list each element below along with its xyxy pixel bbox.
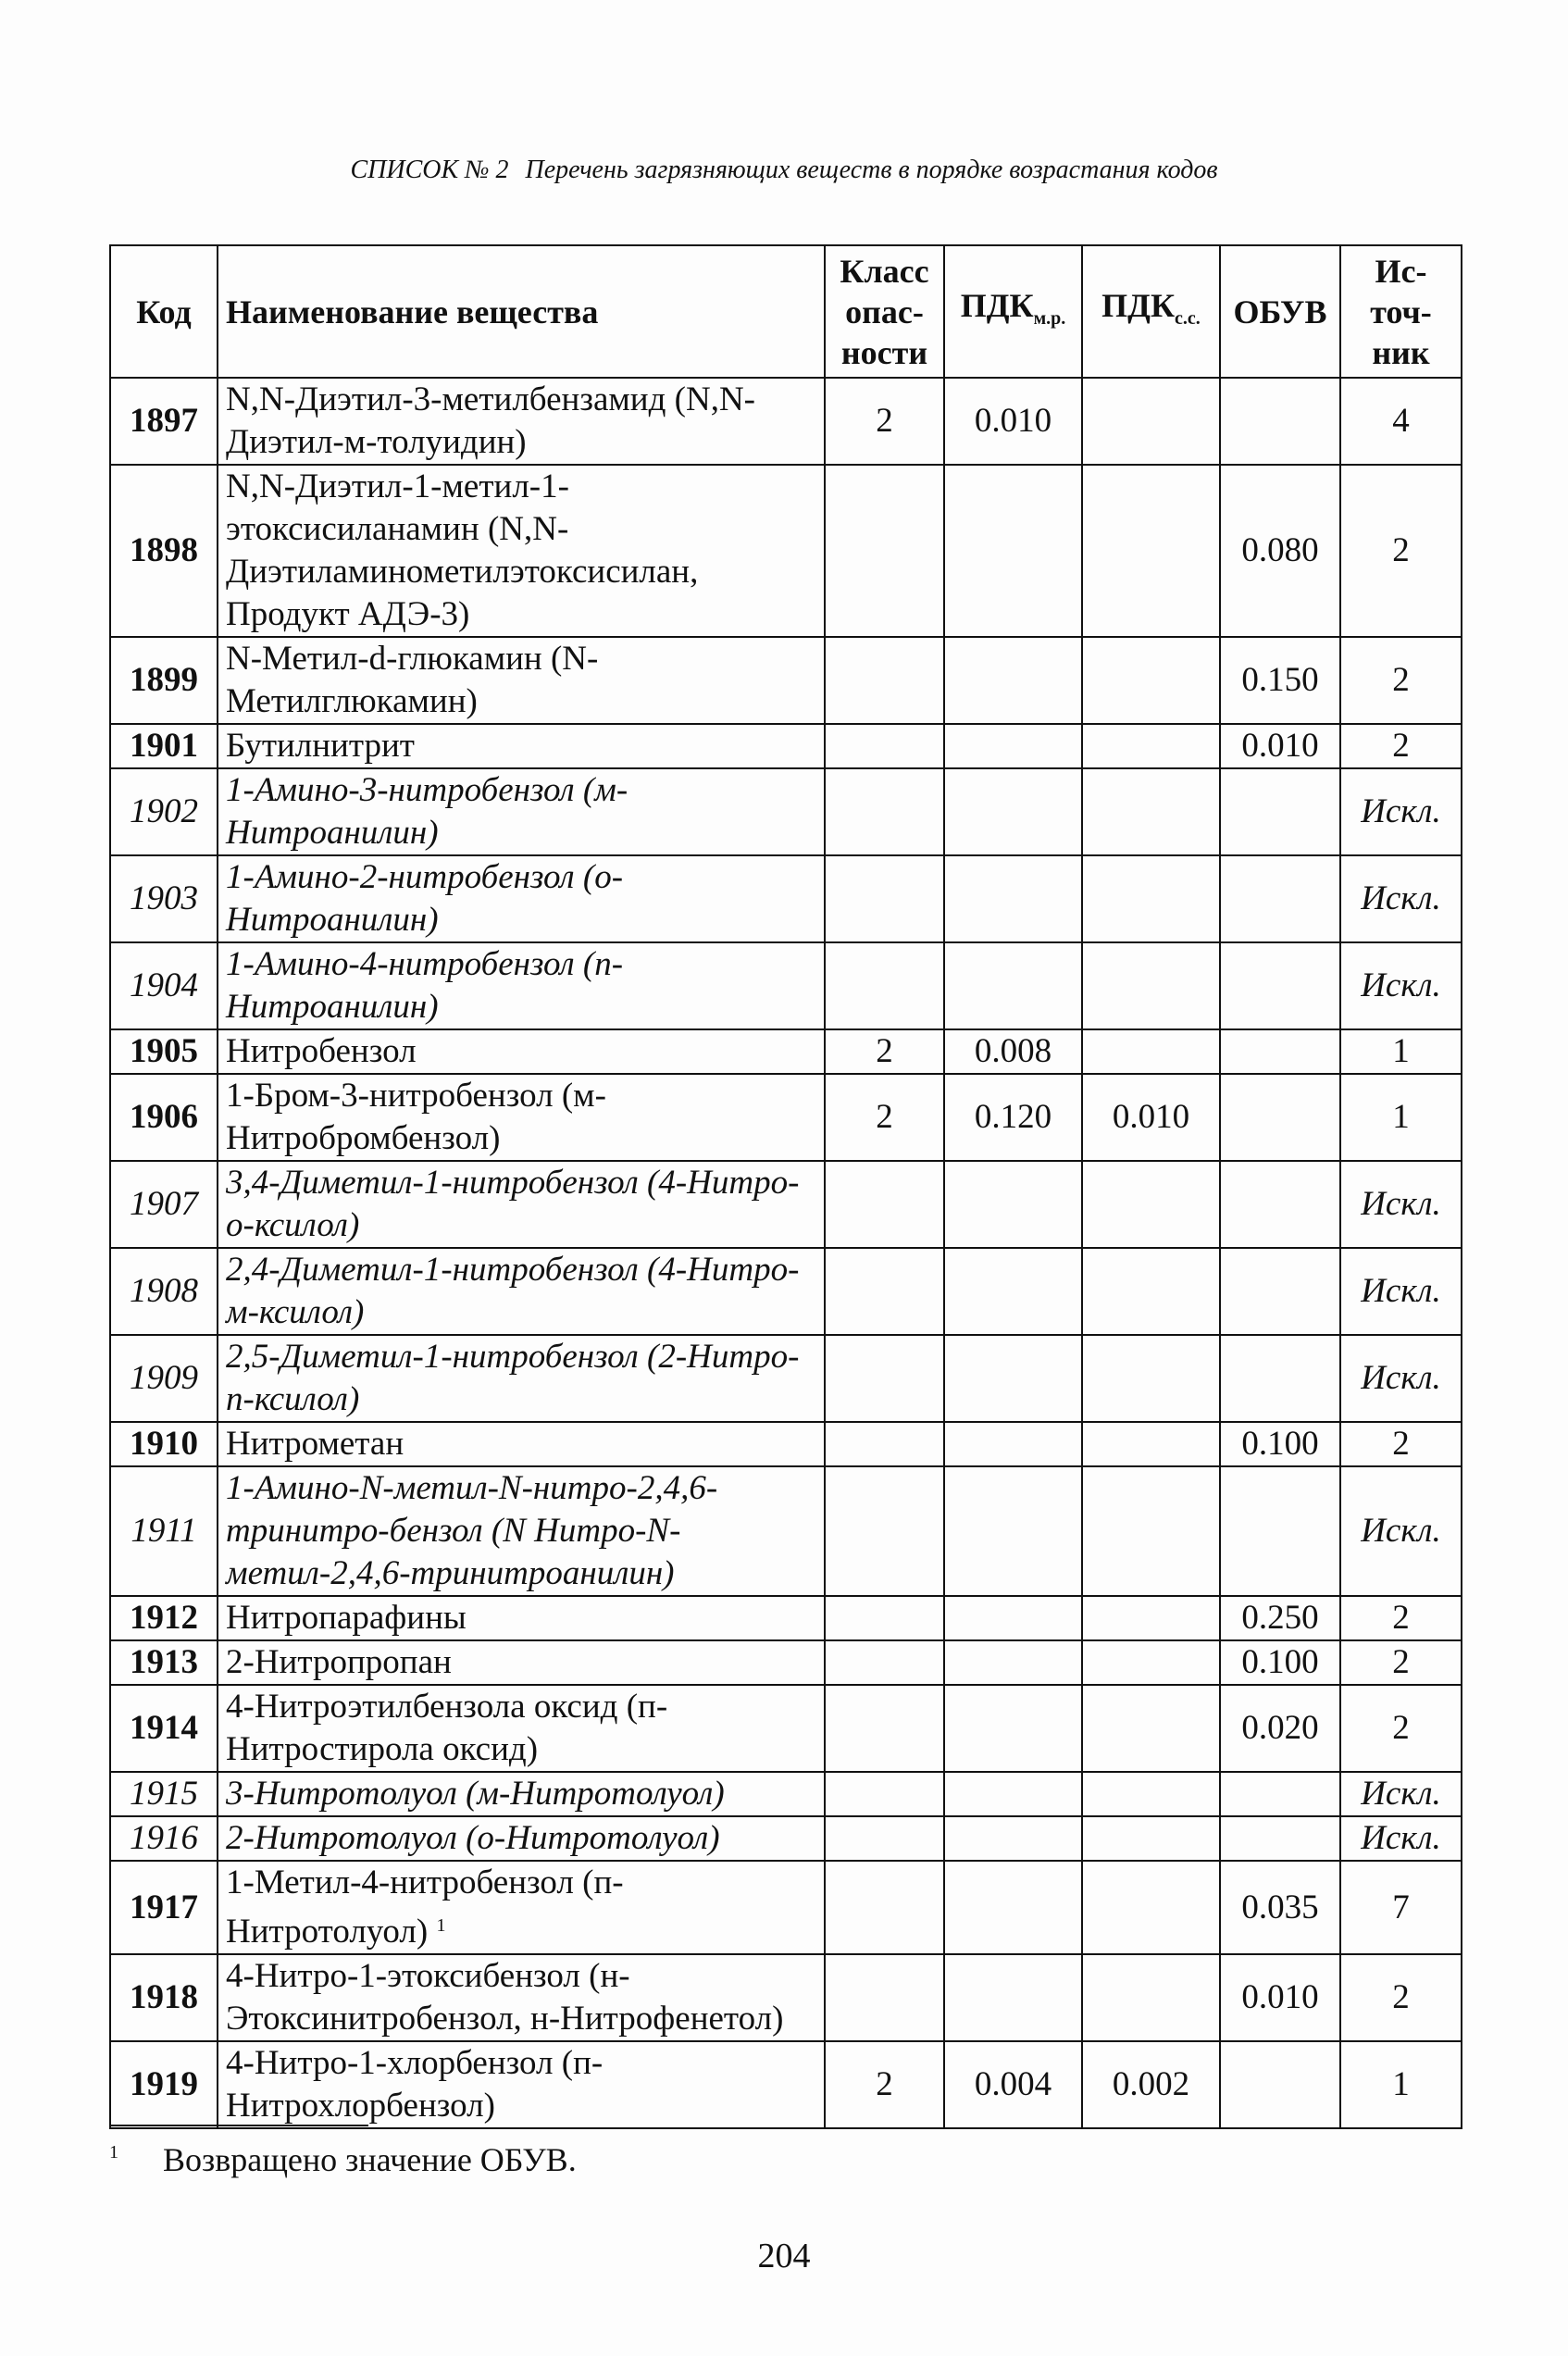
cell-pdk-ss <box>1082 378 1220 465</box>
cell-pdk-mr: 0.004 <box>944 2041 1082 2128</box>
cell-source: Искл. <box>1340 942 1462 1029</box>
cell-name: Нитрометан <box>218 1422 825 1466</box>
cell-obuv: 0.035 <box>1220 1861 1340 1954</box>
cell-hazard-class <box>825 1772 944 1816</box>
cell-obuv <box>1220 1466 1340 1596</box>
cell-pdk-mr <box>944 942 1082 1029</box>
cell-pdk-mr <box>944 1248 1082 1335</box>
cell-hazard-class <box>825 724 944 768</box>
cell-code: 1912 <box>110 1596 218 1640</box>
cell-pdk-mr: 0.120 <box>944 1074 1082 1161</box>
cell-hazard-class: 2 <box>825 1029 944 1074</box>
cell-hazard-class: 2 <box>825 378 944 465</box>
cell-pdk-mr <box>944 1335 1082 1422</box>
cell-code: 1913 <box>110 1640 218 1685</box>
cell-source: Искл. <box>1340 1248 1462 1335</box>
cell-code: 1897 <box>110 378 218 465</box>
cell-pdk-mr <box>944 1466 1082 1596</box>
cell-pdk-ss: 0.010 <box>1082 1074 1220 1161</box>
cell-name: N-Метил-d-глюкамин (N-Метилглюкамин) <box>218 637 825 724</box>
table-row <box>110 465 1462 637</box>
table-row <box>110 1029 1462 1074</box>
cell-code: 1907 <box>110 1161 218 1248</box>
cell-hazard-class <box>825 637 944 724</box>
cell-pdk-mr <box>944 1640 1082 1685</box>
cell-source: 7 <box>1340 1861 1462 1954</box>
table-row <box>110 1466 1462 1596</box>
cell-obuv: 0.100 <box>1220 1422 1340 1466</box>
substances-table <box>109 244 1462 2129</box>
table-row <box>110 637 1462 724</box>
cell-hazard-class: 2 <box>825 1074 944 1161</box>
cell-obuv: 0.250 <box>1220 1596 1340 1640</box>
cell-source: Искл. <box>1340 768 1462 855</box>
cell-code: 1902 <box>110 768 218 855</box>
cell-pdk-ss <box>1082 724 1220 768</box>
cell-pdk-ss <box>1082 942 1220 1029</box>
cell-obuv <box>1220 1816 1340 1861</box>
cell-hazard-class <box>825 465 944 637</box>
table-header-row <box>110 245 1462 378</box>
cell-name: 1-Амино-4-нитробензол (п-Нитроанилин) <box>218 942 825 1029</box>
col-header-hazard-class: Класс опас- ности <box>825 245 944 378</box>
cell-source: Искл. <box>1340 1335 1462 1422</box>
cell-pdk-ss <box>1082 1816 1220 1861</box>
cell-pdk-ss: 0.002 <box>1082 2041 1220 2128</box>
table-row <box>110 768 1462 855</box>
col-header-pdk-ss: $ПДК_{с.с.}$ <box>1082 245 1220 378</box>
cell-code: 1916 <box>110 1816 218 1861</box>
cell-code: 1898 <box>110 465 218 637</box>
cell-obuv <box>1220 1248 1340 1335</box>
cell-source: Искл. <box>1340 1161 1462 1248</box>
table-row <box>110 724 1462 768</box>
cell-pdk-mr <box>944 1685 1082 1772</box>
cell-pdk-mr: 0.010 <box>944 378 1082 465</box>
cell-name: 4-Нитроэтилбензола оксид (п-Нитростирола оксид) <box>218 1685 825 1772</box>
list-title: Перечень загрязняющих веществ в порядке возрастания кодов <box>525 156 1218 184</box>
col-header-code: Код <box>110 245 218 378</box>
cell-pdk-mr <box>944 1954 1082 2041</box>
cell-code: 1905 <box>110 1029 218 1074</box>
cell-hazard-class <box>825 1161 944 1248</box>
cell-name: 1-Амино-3-нитробензол (м-Нитроанилин) <box>218 768 825 855</box>
footnote <box>109 2132 577 2180</box>
cell-name: 2,4-Диметил-1-нитробензол (4-Нитро-м-ксилол) <box>218 1248 825 1335</box>
cell-pdk-mr <box>944 1596 1082 1640</box>
cell-name: 4-Нитро-1-этоксибензол (н-Этоксинитробензол, н-Нитрофенетол) <box>218 1954 825 2041</box>
cell-name: 2-Нитротолуол (о-Нитротолуол) <box>218 1816 825 1861</box>
cell-pdk-ss <box>1082 1422 1220 1466</box>
footnote-mark: 1 <box>109 2142 118 2163</box>
cell-source: 2 <box>1340 637 1462 724</box>
cell-hazard-class <box>825 1640 944 1685</box>
cell-pdk-ss <box>1082 1161 1220 1248</box>
cell-hazard-class <box>825 1685 944 1772</box>
cell-obuv <box>1220 378 1340 465</box>
footnote-divider <box>109 2125 368 2126</box>
cell-pdk-mr <box>944 1816 1082 1861</box>
cell-hazard-class <box>825 768 944 855</box>
cell-pdk-ss <box>1082 465 1220 637</box>
cell-source: 2 <box>1340 1640 1462 1685</box>
cell-obuv: 0.010 <box>1220 1954 1340 2041</box>
table-row <box>110 1596 1462 1640</box>
table-row <box>110 1816 1462 1861</box>
cell-pdk-ss <box>1082 1248 1220 1335</box>
cell-pdk-mr <box>944 637 1082 724</box>
footnote-ref: 1 <box>436 1915 446 1936</box>
cell-pdk-ss <box>1082 1685 1220 1772</box>
cell-pdk-ss <box>1082 1954 1220 2041</box>
footnote-text: Возвращено значение ОБУВ. <box>163 2141 577 2178</box>
page-header <box>0 156 1568 185</box>
cell-code: 1917 <box>110 1861 218 1954</box>
col-header-source: Ис- точ- ник <box>1340 245 1462 378</box>
cell-source: 2 <box>1340 1596 1462 1640</box>
cell-hazard-class <box>825 1422 944 1466</box>
cell-code: 1903 <box>110 855 218 942</box>
cell-obuv <box>1220 1772 1340 1816</box>
cell-code: 1901 <box>110 724 218 768</box>
cell-source: 1 <box>1340 1029 1462 1074</box>
cell-code: 1918 <box>110 1954 218 2041</box>
cell-code: 1908 <box>110 1248 218 1335</box>
cell-code: 1906 <box>110 1074 218 1161</box>
cell-pdk-mr <box>944 465 1082 637</box>
table-row <box>110 1422 1462 1466</box>
cell-hazard-class <box>825 1466 944 1596</box>
cell-obuv <box>1220 2041 1340 2128</box>
table-row <box>110 1074 1462 1161</box>
cell-name: Нитропарафины <box>218 1596 825 1640</box>
cell-source: 2 <box>1340 1954 1462 2041</box>
cell-code: 1899 <box>110 637 218 724</box>
cell-obuv <box>1220 768 1340 855</box>
cell-code: 1910 <box>110 1422 218 1466</box>
col-header-obuv: ОБУВ <box>1220 245 1340 378</box>
table-row <box>110 2041 1462 2128</box>
table-row <box>110 1861 1462 1954</box>
page-number: 204 <box>757 2237 811 2275</box>
cell-source: Искл. <box>1340 1816 1462 1861</box>
cell-obuv <box>1220 1335 1340 1422</box>
cell-pdk-mr <box>944 1861 1082 1954</box>
table-row <box>110 1772 1462 1816</box>
cell-obuv <box>1220 942 1340 1029</box>
cell-name: 2,5-Диметил-1-нитробензол (2-Нитро-п-ксилол) <box>218 1335 825 1422</box>
cell-name: 2-Нитропропан <box>218 1640 825 1685</box>
table-row <box>110 1335 1462 1422</box>
table-row <box>110 378 1462 465</box>
cell-hazard-class <box>825 1335 944 1422</box>
cell-source: Искл. <box>1340 855 1462 942</box>
cell-name: 4-Нитро-1-хлорбензол (п-Нитрохлорбензол) <box>218 2041 825 2128</box>
table-row <box>110 855 1462 942</box>
cell-source: 2 <box>1340 1685 1462 1772</box>
cell-obuv: 0.020 <box>1220 1685 1340 1772</box>
cell-obuv: 0.150 <box>1220 637 1340 724</box>
cell-source: 2 <box>1340 1422 1462 1466</box>
cell-pdk-ss <box>1082 1466 1220 1596</box>
cell-pdk-ss <box>1082 1335 1220 1422</box>
cell-name: 1-Амино-N-метил-N-нитро-2,4,6-тринитро-бензол (N Нитро-N-метил-2,4,6-тринитроанилин) <box>218 1466 825 1596</box>
table-row <box>110 1954 1462 2041</box>
col-header-name: Наименование вещества <box>218 245 825 378</box>
cell-pdk-ss <box>1082 1772 1220 1816</box>
cell-pdk-ss <box>1082 855 1220 942</box>
cell-source: 2 <box>1340 465 1462 637</box>
cell-obuv: 0.010 <box>1220 724 1340 768</box>
table-row <box>110 1161 1462 1248</box>
cell-name: Бутилнитрит <box>218 724 825 768</box>
cell-name: 1-Амино-2-нитробензол (о-Нитроанилин) <box>218 855 825 942</box>
cell-pdk-mr <box>944 1422 1082 1466</box>
cell-name: N,N-Диэтил-3-метилбензамид (N,N-Диэтил-м-толуидин) <box>218 378 825 465</box>
cell-name: 1-Бром-3-нитробензол (м-Нитробромбензол) <box>218 1074 825 1161</box>
cell-source: 1 <box>1340 1074 1462 1161</box>
cell-pdk-mr <box>944 724 1082 768</box>
cell-pdk-ss <box>1082 1029 1220 1074</box>
table-row <box>110 1640 1462 1685</box>
cell-hazard-class <box>825 1954 944 2041</box>
cell-hazard-class <box>825 1861 944 1954</box>
cell-name: 3,4-Диметил-1-нитробензол (4-Нитро-о-ксилол) <box>218 1161 825 1248</box>
table-row <box>110 942 1462 1029</box>
cell-hazard-class <box>825 1248 944 1335</box>
cell-pdk-ss <box>1082 1640 1220 1685</box>
cell-name: 3-Нитротолуол (м-Нитротолуол) <box>218 1772 825 1816</box>
cell-name: N,N-Диэтил-1-метил-1-этоксисиланамин (N,N-Диэтиламинометилэтоксисилан, Продукт АДЭ-3) <box>218 465 825 637</box>
cell-code: 1909 <box>110 1335 218 1422</box>
cell-name: Нитробензол <box>218 1029 825 1074</box>
cell-hazard-class <box>825 1816 944 1861</box>
cell-pdk-ss <box>1082 637 1220 724</box>
cell-pdk-mr <box>944 1161 1082 1248</box>
cell-pdk-ss <box>1082 1861 1220 1954</box>
cell-obuv: 0.080 <box>1220 465 1340 637</box>
cell-pdk-mr: 0.008 <box>944 1029 1082 1074</box>
cell-hazard-class <box>825 942 944 1029</box>
cell-pdk-mr <box>944 768 1082 855</box>
cell-source: 2 <box>1340 724 1462 768</box>
cell-hazard-class <box>825 1596 944 1640</box>
table-row <box>110 1685 1462 1772</box>
cell-code: 1914 <box>110 1685 218 1772</box>
cell-code: 1911 <box>110 1466 218 1596</box>
cell-hazard-class <box>825 855 944 942</box>
cell-source: 4 <box>1340 378 1462 465</box>
cell-pdk-mr <box>944 855 1082 942</box>
table-row <box>110 1248 1462 1335</box>
cell-pdk-ss <box>1082 1596 1220 1640</box>
cell-source: 1 <box>1340 2041 1462 2128</box>
cell-obuv: 0.100 <box>1220 1640 1340 1685</box>
cell-source: Искл. <box>1340 1466 1462 1596</box>
cell-code: 1904 <box>110 942 218 1029</box>
cell-pdk-ss <box>1082 768 1220 855</box>
cell-code: 1915 <box>110 1772 218 1816</box>
cell-obuv <box>1220 1074 1340 1161</box>
cell-obuv <box>1220 1161 1340 1248</box>
cell-obuv <box>1220 1029 1340 1074</box>
list-label: СПИСОК № 2 <box>350 156 509 184</box>
cell-code: 1919 <box>110 2041 218 2128</box>
cell-obuv <box>1220 855 1340 942</box>
cell-pdk-mr <box>944 1772 1082 1816</box>
cell-hazard-class: 2 <box>825 2041 944 2128</box>
cell-source: Искл. <box>1340 1772 1462 1816</box>
cell-name: 1-Метил-4-нитробензол (п-Нитротолуол) $^1$ <box>218 1861 825 1954</box>
col-header-pdk-mr: $ПДК_{м.р.}$ <box>944 245 1082 378</box>
